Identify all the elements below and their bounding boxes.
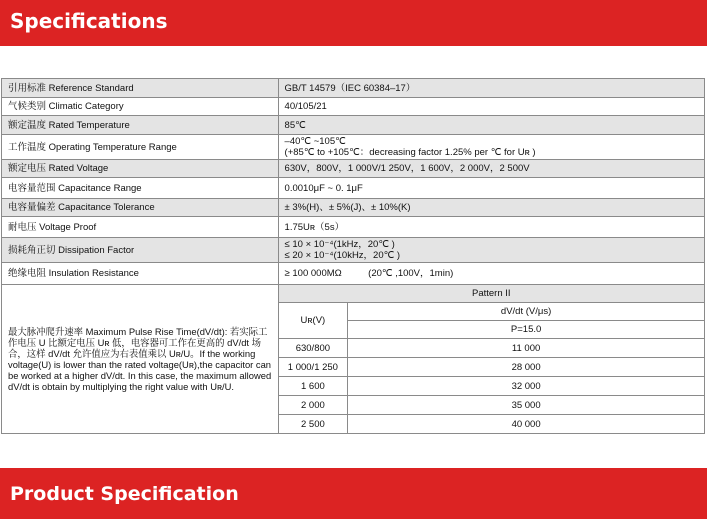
pulse-p-header: P=15.0 (348, 321, 705, 339)
product-specification-title: Product Specification (10, 483, 239, 505)
spec-value (278, 135, 704, 160)
specifications-banner (0, 0, 707, 46)
pulse-pattern-header: Pattern II (278, 285, 704, 303)
spec-value-line-1: ≤ 10 × 10⁻⁴(1kHz，20℃ ) (284, 239, 395, 250)
spec-row-operating-temperature (2, 135, 705, 160)
pulse-dvdt-value: 32 000 (348, 377, 705, 396)
spec-label: 气候类别 Climatic Category (2, 98, 279, 116)
spec-value: 0.0010μF ~ 0. 1μF (278, 178, 704, 199)
pulse-ur-header: Uʀ(V) (278, 303, 348, 339)
spec-value: ≥ 100 000MΩ (20℃ ,100V，1min) (278, 263, 704, 285)
spec-label: 绝缘电阻 Insulation Resistance (2, 263, 279, 285)
spec-value: 85℃ (278, 116, 704, 135)
spec-row-capacitance-tolerance (2, 199, 705, 217)
spec-row-insulation-resistance (2, 263, 705, 285)
pulse-dvdt-value: 28 000 (348, 358, 705, 377)
spec-value (278, 238, 704, 263)
spec-value: 40/105/21 (278, 98, 704, 116)
spec-value-line-2: ≤ 20 × 10⁻⁴(10kHz，20℃ ) (284, 250, 401, 261)
spec-row-dissipation-factor (2, 238, 705, 263)
pulse-ur-value: 630/800 (278, 339, 348, 358)
spec-row-rated-temperature (2, 116, 705, 135)
spec-row-capacitance-range (2, 178, 705, 199)
spec-row-climatic-category (2, 98, 705, 116)
product-specification-banner (0, 468, 707, 519)
specifications-table (1, 78, 705, 434)
pulse-dvdt-value: 35 000 (348, 396, 705, 415)
spec-label: 额定电压 Rated Voltage (2, 160, 279, 178)
pulse-dvdt-value: 40 000 (348, 415, 705, 434)
spec-label: 电容量偏差 Capacitance Tolerance (2, 199, 279, 217)
spec-value: 630V，800V，1 000V/1 250V，1 600V，2 000V，2 500V (278, 160, 704, 178)
pulse-ur-value: 1 600 (278, 377, 348, 396)
spec-label: 电容量范围 Capacitance Range (2, 178, 279, 199)
spec-value: GB/T 14579（IEC 60384–17） (278, 79, 704, 98)
spec-label: 工作温度 Operating Temperature Range (2, 135, 279, 160)
spec-label: 损耗角正切 Dissipation Factor (2, 238, 279, 263)
pulse-rise-description: 最大脉冲爬升速率 Maximum Pulse Rise Time(dV/dt): 若实际工作电压 U 比额定电压 Uʀ 低，电容器可工作在更高的 dV/dt 场合，这样 dV/dt 允许值应为右表值乘以 Uʀ/U。If the working voltage(U) is lower than the rated voltage(Uʀ),the capacitor can be worked at a higher dV/dt. In this case, the maximum allowed dV/dt is obtain by multiplying the right value with Uʀ/U. (2, 285, 279, 434)
pulse-ur-value: 2 000 (278, 396, 348, 415)
pulse-dvdt-header: dV/dt (V/μs) (348, 303, 705, 321)
spec-row-rated-voltage (2, 160, 705, 178)
pulse-ur-value: 2 500 (278, 415, 348, 434)
spec-value: ± 3%(H)、± 5%(J)、± 10%(K) (278, 199, 704, 217)
spec-row-reference-standard (2, 79, 705, 98)
spec-value-line-2: (+85℃ to +105℃：decreasing factor 1.25% per ℃ for Uʀ ) (284, 147, 536, 158)
pulse-pattern-row (2, 285, 705, 303)
pulse-ur-value: 1 000/1 250 (278, 358, 348, 377)
specifications-title: Specifications (10, 9, 168, 33)
spec-label: 耐电压 Voltage Proof (2, 217, 279, 238)
pulse-dvdt-value: 11 000 (348, 339, 705, 358)
spec-row-voltage-proof (2, 217, 705, 238)
spec-label: 额定温度 Rated Temperature (2, 116, 279, 135)
spec-value-line-1: –40℃ ~105℃ (284, 136, 346, 147)
spec-label: 引用标准 Reference Standard (2, 79, 279, 98)
spec-value: 1.75Uʀ（5s） (278, 217, 704, 238)
